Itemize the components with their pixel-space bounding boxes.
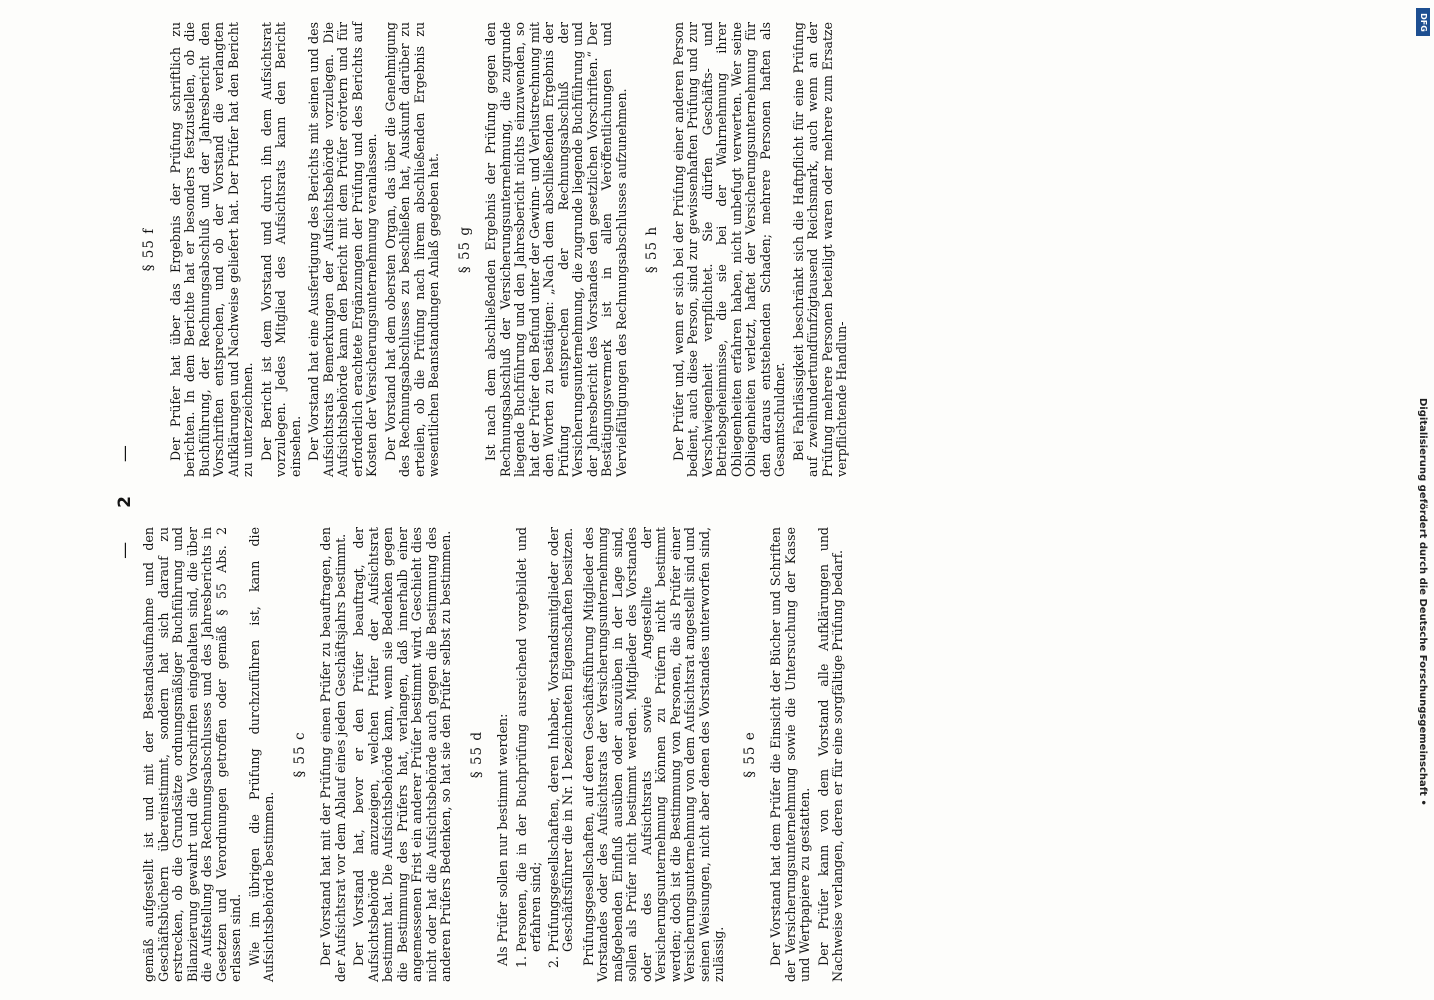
dfg-logo: DFG <box>1416 8 1430 36</box>
section-heading-55c: § 55 c <box>291 731 308 778</box>
prufer-list <box>515 527 576 982</box>
page-number-dash-right: — <box>115 445 135 463</box>
paragraph: gemäß aufgestellt ist und mit der Bestandsaufnahme und den Geschäftsbüchern übereinstimmt, sondern hat sich darauf zu erstrecken, ob die Grundsätze ordnungsmäßiger Buchführung und Bilanzierung gewahrt und die Vorschriften eingehalten sind, die über die Aufstellung des Rechnungsabschlusses und des Jahresberichts in Gesetzen und Verordnungen getroffen oder gemäß § 55 Abs. 2 erlassen sind. <box>141 527 243 982</box>
paragraph: Als Prüfer sollen nur bestimmt werden: <box>495 713 510 966</box>
section-heading-55f: § 55 f <box>141 227 157 272</box>
section-heading-55e: § 55 e <box>741 731 758 778</box>
paragraph: Der Vorstand hat dem obersten Organ, das über die Genehmigung des Rechnungsabschlusses zu beschließen hat, Auskunft darüber zu erteilen, ob die Prüfung nach ihrem abschließenden Ergebnis zu wesentlichen Beanstandungen Anlaß gegeben hat. <box>382 22 441 477</box>
page-number-line <box>112 22 138 982</box>
digitization-credit: Digitalisierung gefördert durch die Deutsche Forschungsgemeinschaft • <box>1417 398 1428 806</box>
paragraph: Prüfungsgesellschaften, auf deren Geschäftsführung Mitglieder des Vorstandes oder des Aufsichtsrats der Versicherungsunternehmung maßgebenden Einfluß ausüben oder auszuüben in der Lage sind, sollen als Prüfer nicht bestimmt werden. Mitglieder des Vorstandes oder des Aufsichtsrats sowie Angestellte der Versicherungsunternehmung können zu Prüfern nicht bestimmt werden; doch ist die Bestimmung von Personen, die als Prüfer einer Versicherungsunternehmung von dem Aufsichtsrat angestellt sind und seinen Weisungen, nicht aber denen des Vorstandes unterworfen sind, zulässig. <box>580 527 726 982</box>
right-column <box>142 22 854 477</box>
paragraph: Der Vorstand hat eine Ausfertigung des Berichts mit seinen und des Aufsichtsrats Bemerkungen der Aufsichtsbehörde vorzulegen. Die Aufsichtsbehörde kann den Bericht mit dem Prüfer erörtern und für erforderlich erachtete Ergänzungen der Prüfung und des Berichts auf Kosten der Versicherungsunternehmung veranlassen. <box>306 22 379 477</box>
paragraph: Der Bericht ist dem Vorstand und durch ihn dem Aufsichtsrat vorzulegen. Jedes Mitglied des Aufsichtsrats kann den Bericht einsehen. <box>258 22 303 477</box>
digitization-sidebar <box>1412 8 1432 992</box>
list-item: 1. Personen, die in der Buchprüfung ausreichend vorgebildet und erfahren sind; <box>515 527 544 952</box>
paragraph: Der Prüfer hat über das Ergebnis der Prüfung schriftlich zu berichten. In dem Berichte hat er besonders festzustellen, ob die Buchführung, der Rechnungsabschluß und der Jahresbericht den Vorschriften entsprechen, und ob der Vorstand die verlangten Aufklärungen und Nachweise geliefert hat. Der Prüfer hat den Bericht zu unterzeichnen. <box>167 22 255 477</box>
paragraph: Bei Fahrlässigkeit beschränkt sich die Haftpflicht für eine Prüfung auf zweihundertundfünfzigtausend Reichsmark, auch wenn an der Prüfung mehrere Personen beteiligt waren oder mehrere zum Ersatze verpflichtende Handlun- <box>790 22 849 477</box>
paragraph: Der Vorstand hat mit der Prüfung einen Prüfer zu beauftragen, den der Aufsichtsrat vor dem Ablauf eines jeden Geschäftsjahrs bestimmt. <box>318 527 348 982</box>
paragraph: Der Prüfer und, wenn er sich bei der Prüfung einer anderen Person bedient, auch diese Person, sind zur gewissenhaften Prüfung und zur Verschwiegenheit verpflichtet. Sie dürfen Geschäfts- und Betriebsgeheimnisse, die sie bei der Wahrnehmung ihrer Obliegenheiten erfahren haben, nicht unbefugt verwerten. Wer seine Obliegenheiten verletzt, haftet der Versicherungsunternehmung für den daraus entstehenden Schaden; mehrere Personen haften als Gesamtschuldner. <box>670 22 787 477</box>
page-number-dash-left: — <box>115 541 135 559</box>
list-item: 2. Prüfungsgesellschaften, deren Inhaber, Vorstandsmitglieder oder Geschäftsführer die in Nr. 1 bezeichneten Eigenschaften besitzen. <box>547 527 576 952</box>
section-heading-55d: § 55 d <box>468 730 485 779</box>
paragraph: Wie im übrigen die Prüfung durchzuführen ist, kann die Aufsichtsbehörde bestimmen. <box>246 527 276 982</box>
paragraph: Der Vorstand hat dem Prüfer die Einsicht der Bücher und Schriften der Versicherungsunternehmung sowie die Untersuchung der Kasse und Wertpapiere zu gestatten. <box>768 527 812 982</box>
paragraph: Ist nach dem abschließenden Ergebnis der Prüfung gegen den Rechnungsabschluß der Versicherungsunternehmung, die zugrunde liegende Buchführung und den Jahresbericht nichts einzuwenden, so hat der Prüfer den Befund unter der Gewinn- und Verlustrechnung mit den Worten zu bestätigen: „Nach dem abschließenden Ergebnis der Prüfung entsprechen der Rechnungsabschluß der Versicherungsunternehmung, die zugrunde liegende Buchführung und der Jahresbericht des Vorstandes den gesetzlichen Vorschriften.“ Der Bestätigungsvermerk ist in allen Veröffentlichungen und Vervielfältigungen des Rechnungsabschlusses aufzunehmen. <box>483 22 629 477</box>
rotated-text-block <box>112 22 1312 982</box>
page-number: 2 <box>115 496 135 508</box>
left-column <box>142 527 850 982</box>
section-heading-55h: § 55 h <box>644 225 660 274</box>
section-heading-55g: § 55 g <box>456 225 473 274</box>
paragraph: Der Prüfer kann von dem Vorstand alle Aufklärungen und Nachweise verlangen, deren er für eine sorgfältige Prüfung bedarf. <box>815 527 845 982</box>
paragraph: Der Vorstand hat, bevor er den Prüfer beauftragt, der Aufsichtsbehörde anzuzeigen, welchen Prüfer der Aufsichtsrat bestimmt hat. Die Aufsichtsbehörde kann, wenn sie Bedenken gegen die Bestimmung des Prüfers hat, verlangen, daß innerhalb einer angemessenen Frist ein anderer Prüfer bestimmt wird. Geschieht dies nicht oder hat die Aufsichtsbehörde auch gegen die Bestimmung des anderen Prüfers Bedenken, so hat sie den Prüfer selbst zu bestimmen. <box>351 527 453 982</box>
